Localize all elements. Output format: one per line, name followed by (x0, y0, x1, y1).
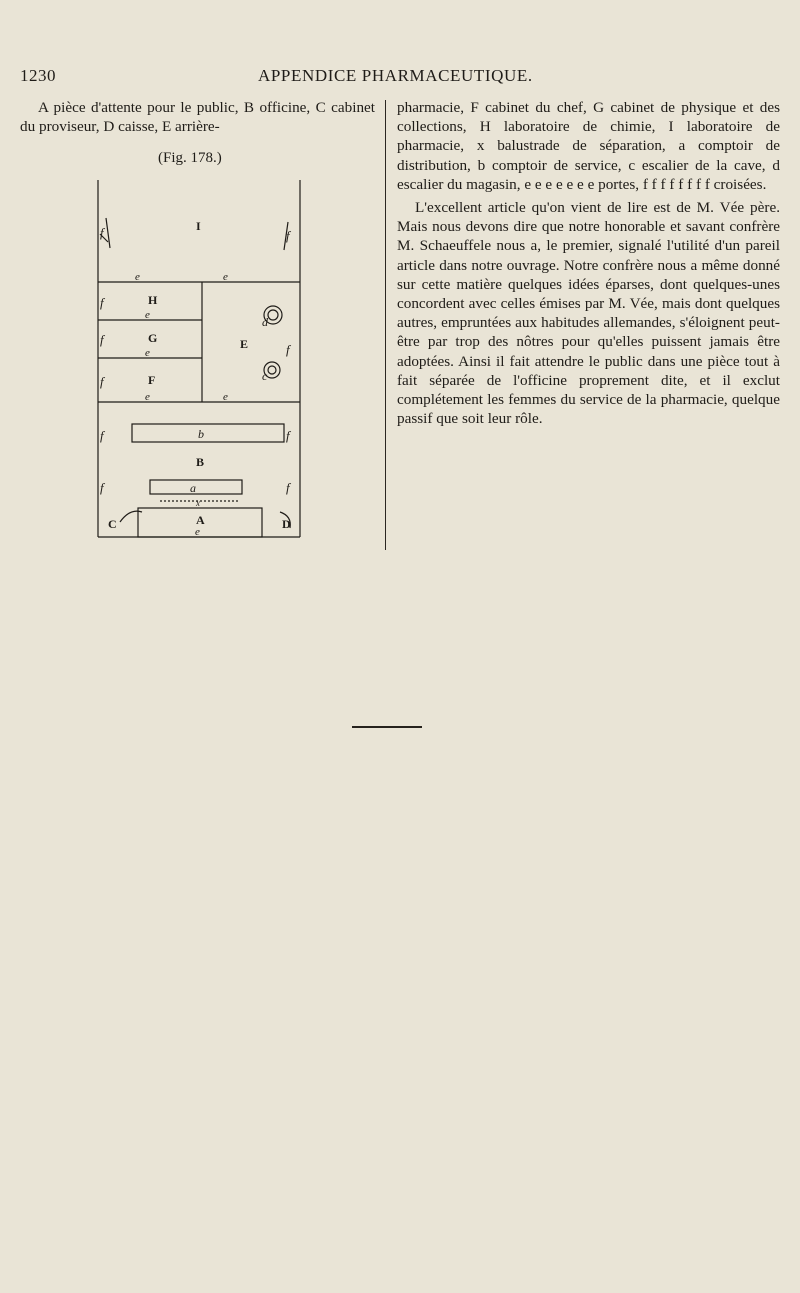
plan-label-f8: f (286, 428, 290, 443)
plan-label-C: C (108, 517, 117, 531)
plan-label-G: G (148, 331, 158, 345)
plan-label-a: a (190, 481, 196, 495)
closing-rule (352, 726, 422, 728)
plan-label-f5: f (100, 374, 104, 389)
plan-label-b: b (198, 427, 204, 441)
plan-label-e3: e (145, 309, 150, 321)
plan-label-e6: e (223, 391, 228, 403)
plan-label-e5: e (145, 391, 150, 403)
commentary-paragraph: L'excellent article qu'on vient de lire est de M. Vée père. Mais nous devons dire que notre honorable et savant confrère M. Schaeuffele nous a, le premier, signalé l'utilité d'un pareil article dans notre ouvrage. Notre confrère nous a même donné sur cette matière quelques idées éparses, dont quelques-unes concordent avec celles émises par M. Vée, mais dont quelques autres, empruntées aux habitudes allemandes, s'éloignent peut-être par trop des nôtres pour qu'elles puissent jamais être adoptées. Ainsi il fait attendre le public dans une pièce tout à fait séparée de l'officine proprement dite, et il exclut complétement les femmes du service de la pharmacie, quelque passif que soit leur rôle. (397, 199, 780, 428)
plan-label-f6: f (286, 342, 290, 357)
running-title: APPENDICE PHARMACEUTIQUE. (258, 66, 533, 85)
plan-label-d: d (262, 315, 268, 329)
figure-caption: A pièce d'attente pour le public, B officine, C cabinet du proviseur, D caisse, E arrière- (20, 99, 375, 135)
plan-label-f1: f (100, 225, 104, 240)
legend-continued: pharmacie, F cabinet du chef, G cabinet de physique et des collections, H laboratoire de chimie, I laboratoire de pharmacie, x balustrade de séparation, a comptoir de distribution, b comptoir de service, c escalier de la cave, d escalier du magasin, e e e e e e e portes, f f f f f f f f croisées. (397, 99, 780, 193)
plan-label-f10: f (286, 480, 290, 495)
plan-label-e7: e (195, 526, 200, 538)
plan-label-f3: f (100, 295, 104, 310)
plan-label-e1: e (135, 271, 140, 283)
page-header (20, 66, 780, 90)
plan-label-e2: e (223, 271, 228, 283)
plan-label-f2: f (286, 228, 290, 243)
plan-label-E: E (240, 337, 249, 351)
plan-label-H: H (148, 293, 158, 307)
plan-label-f4: f (100, 332, 104, 347)
left-column (20, 98, 375, 136)
plan-label-F: F (148, 373, 156, 387)
plan-label-f9: f (100, 480, 104, 495)
plan-label-e4: e (145, 347, 150, 359)
page-number: 1230 (20, 66, 56, 85)
plan-label-f7: f (100, 428, 104, 443)
plan-label-D: D (282, 517, 291, 531)
figure-label: (Fig. 178.) (158, 150, 222, 166)
plan-label-B: B (196, 455, 205, 469)
column-divider (385, 100, 386, 550)
plan-label-A: A (196, 513, 205, 527)
plan-label-I: I (196, 219, 201, 233)
pharmacy-floor-plan (90, 172, 315, 548)
right-column (397, 98, 780, 432)
plan-label-c: c (262, 369, 268, 383)
plan-label-x: x (196, 498, 200, 508)
